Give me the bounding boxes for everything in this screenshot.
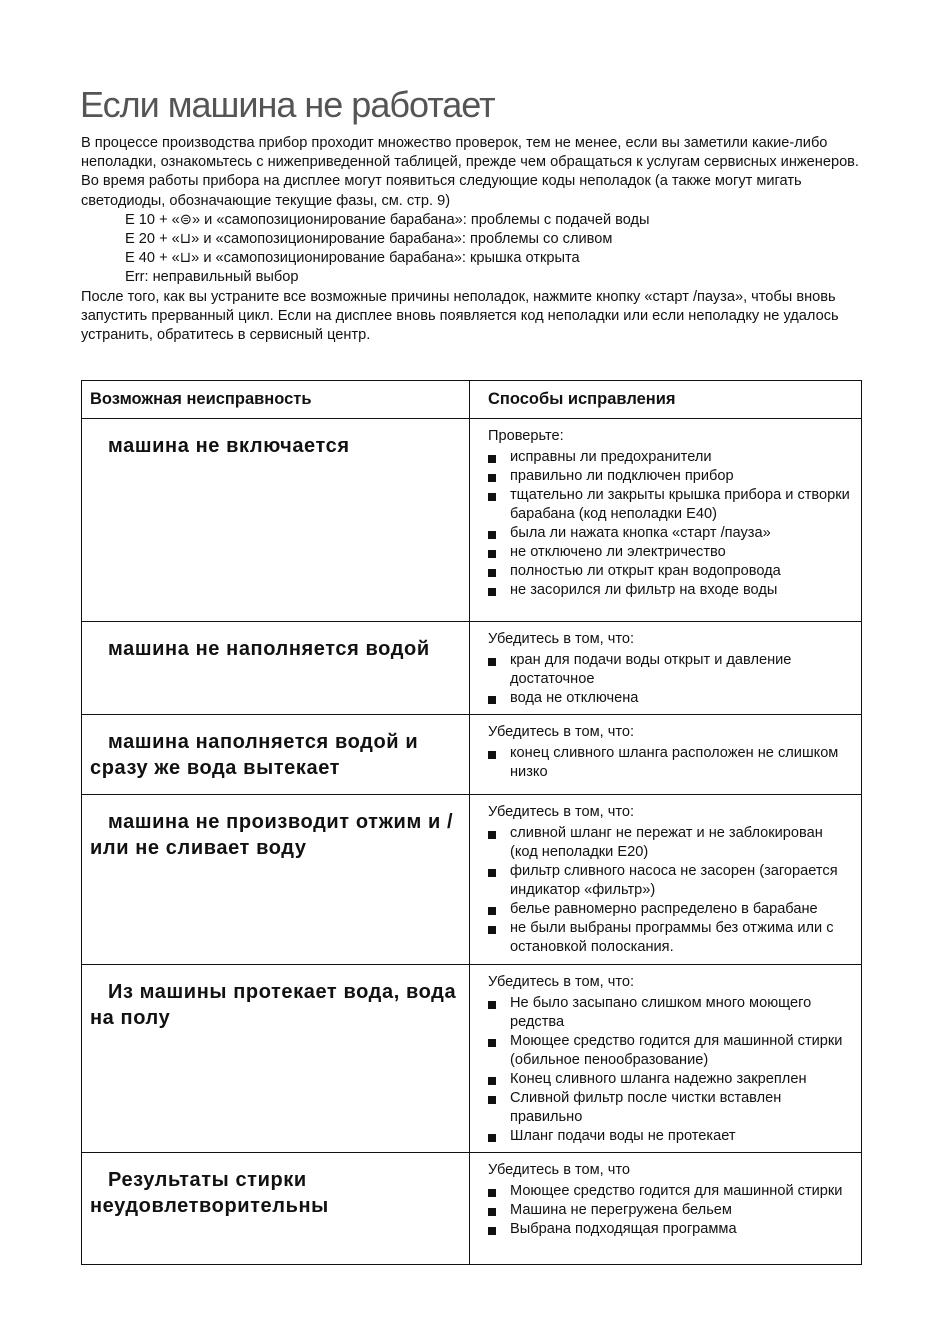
problem-cell: машина не производит отжим и /или не сливает воду bbox=[82, 795, 470, 965]
solution-list bbox=[488, 1182, 851, 1239]
list-item: была ли нажата кнопка «старт /пауза» bbox=[488, 524, 851, 543]
list-item: Не было засыпано слишком много моющего редства bbox=[488, 994, 851, 1032]
solution-lead: Проверьте: bbox=[488, 428, 564, 444]
list-item: вода не отключена bbox=[488, 689, 851, 708]
table-row bbox=[82, 1153, 862, 1265]
problem-cell: машина не наполняется водой bbox=[82, 622, 470, 715]
list-item: исправны ли предохранители bbox=[488, 448, 851, 467]
solution-cell bbox=[470, 965, 862, 1153]
table-row bbox=[82, 795, 862, 965]
problem-cell: машина не включается bbox=[82, 419, 470, 622]
list-item: Моющее средство годится для машинной стирки bbox=[488, 1182, 851, 1201]
list-item: белье равномерно распределено в барабане bbox=[488, 900, 851, 919]
list-item: Конец сливного шланга надежно закреплен bbox=[488, 1070, 851, 1089]
restart-paragraph: После того, как вы устраните все возможные причины неполадок, нажмите кнопку «старт /пауза», чтобы вновь запустить прерванный цикл. Если на дисплее вновь появляется код неполадки или если неполадку не удалось устранить, обратитесь в сервисный центр. bbox=[81, 288, 839, 344]
solution-list bbox=[488, 651, 851, 708]
intro-paragraph: В процессе производства прибор проходит множество проверок, тем не менее, если вы заметили какие-либо неполадки, ознакомьтесь с нижеприведенной таблицей, прежде чем обращаться к услугам сервисных инженеров. Во время работы прибора на дисплее могут появиться следующие коды неполадок (а также могут мигать светодиоды, обозначающие текущие фазы, см. стр. 9) bbox=[81, 135, 859, 209]
list-item: не засорился ли фильтр на входе воды bbox=[488, 581, 851, 600]
list-item: фильтр сливного насоса не засорен (загорается индикатор «фильтр») bbox=[488, 862, 851, 900]
error-code-err: Err: неправильный выбор bbox=[125, 269, 299, 286]
solution-lead: Убедитесь в том, что: bbox=[488, 974, 635, 990]
list-item: Машина не перегружена бельем bbox=[488, 1201, 851, 1220]
solution-lead: Убедитесь в том, что: bbox=[488, 724, 635, 740]
list-item: правильно ли подключен прибор bbox=[488, 467, 851, 486]
list-item: Сливной фильтр после чистки вставлен правильно bbox=[488, 1089, 851, 1127]
error-code-e20: E 20 + «⊔» и «самопозиционирование барабана»: проблемы со сливом bbox=[125, 231, 613, 248]
list-item: сливной шланг не пережат и не заблокирован (код неполадки E20) bbox=[488, 824, 851, 862]
list-item: тщательно ли закрыты крышка прибора и створки барабана (код неполадки Е40) bbox=[488, 486, 851, 524]
error-code-list bbox=[81, 211, 871, 288]
page-title: Если машина не работает bbox=[80, 84, 495, 125]
table-row bbox=[82, 622, 862, 715]
table-header-row bbox=[82, 381, 862, 419]
list-item: полностью ли открыт кран водопровода bbox=[488, 562, 851, 581]
problem-cell: Из машины протекает вода, вода на полу bbox=[82, 965, 470, 1153]
header-solution: Способы исправления bbox=[470, 381, 862, 419]
error-code-e10: E 10 + «⊜» и «самопозиционирование барабана»: проблемы с подачей воды bbox=[125, 211, 650, 228]
solution-lead: Убедитесь в том, что bbox=[488, 1162, 631, 1178]
list-item: не отключено ли электричество bbox=[488, 543, 851, 562]
intro-text bbox=[81, 134, 871, 345]
table-row bbox=[82, 419, 862, 622]
troubleshooting-table bbox=[81, 380, 862, 1265]
solution-list bbox=[488, 994, 851, 1146]
table-row bbox=[82, 965, 862, 1153]
problem-cell: машина наполняется водой и сразу же вода вытекает bbox=[82, 715, 470, 795]
solution-list bbox=[488, 448, 851, 600]
problem-cell: Результаты стирки неудовлетворительны bbox=[82, 1153, 470, 1265]
solution-lead: Убедитесь в том, что: bbox=[488, 631, 635, 647]
table-row bbox=[82, 715, 862, 795]
solution-cell bbox=[470, 795, 862, 965]
solution-lead: Убедитесь в том, что: bbox=[488, 804, 635, 820]
list-item: не были выбраны программы без отжима или с остановкой полоскания. bbox=[488, 919, 851, 957]
error-code-e40: E 40 + «⊔» и «самопозиционирование барабана»: крышка открыта bbox=[125, 250, 580, 267]
list-item: Моющее средство годится для машинной стирки (обильное пенообразование) bbox=[488, 1032, 851, 1070]
list-item: конец сливного шланга расположен не слишком низко bbox=[488, 744, 851, 782]
list-item: кран для подачи воды открыт и давление достаточное bbox=[488, 651, 851, 689]
solution-list bbox=[488, 744, 851, 782]
solution-list bbox=[488, 824, 851, 957]
header-problem: Возможная неисправность bbox=[82, 381, 470, 419]
solution-cell bbox=[470, 419, 862, 622]
list-item: Выбрана подходящая программа bbox=[488, 1220, 851, 1239]
solution-cell bbox=[470, 715, 862, 795]
solution-cell bbox=[470, 1153, 862, 1265]
list-item: Шланг подачи воды не протекает bbox=[488, 1127, 851, 1146]
solution-cell bbox=[470, 622, 862, 715]
